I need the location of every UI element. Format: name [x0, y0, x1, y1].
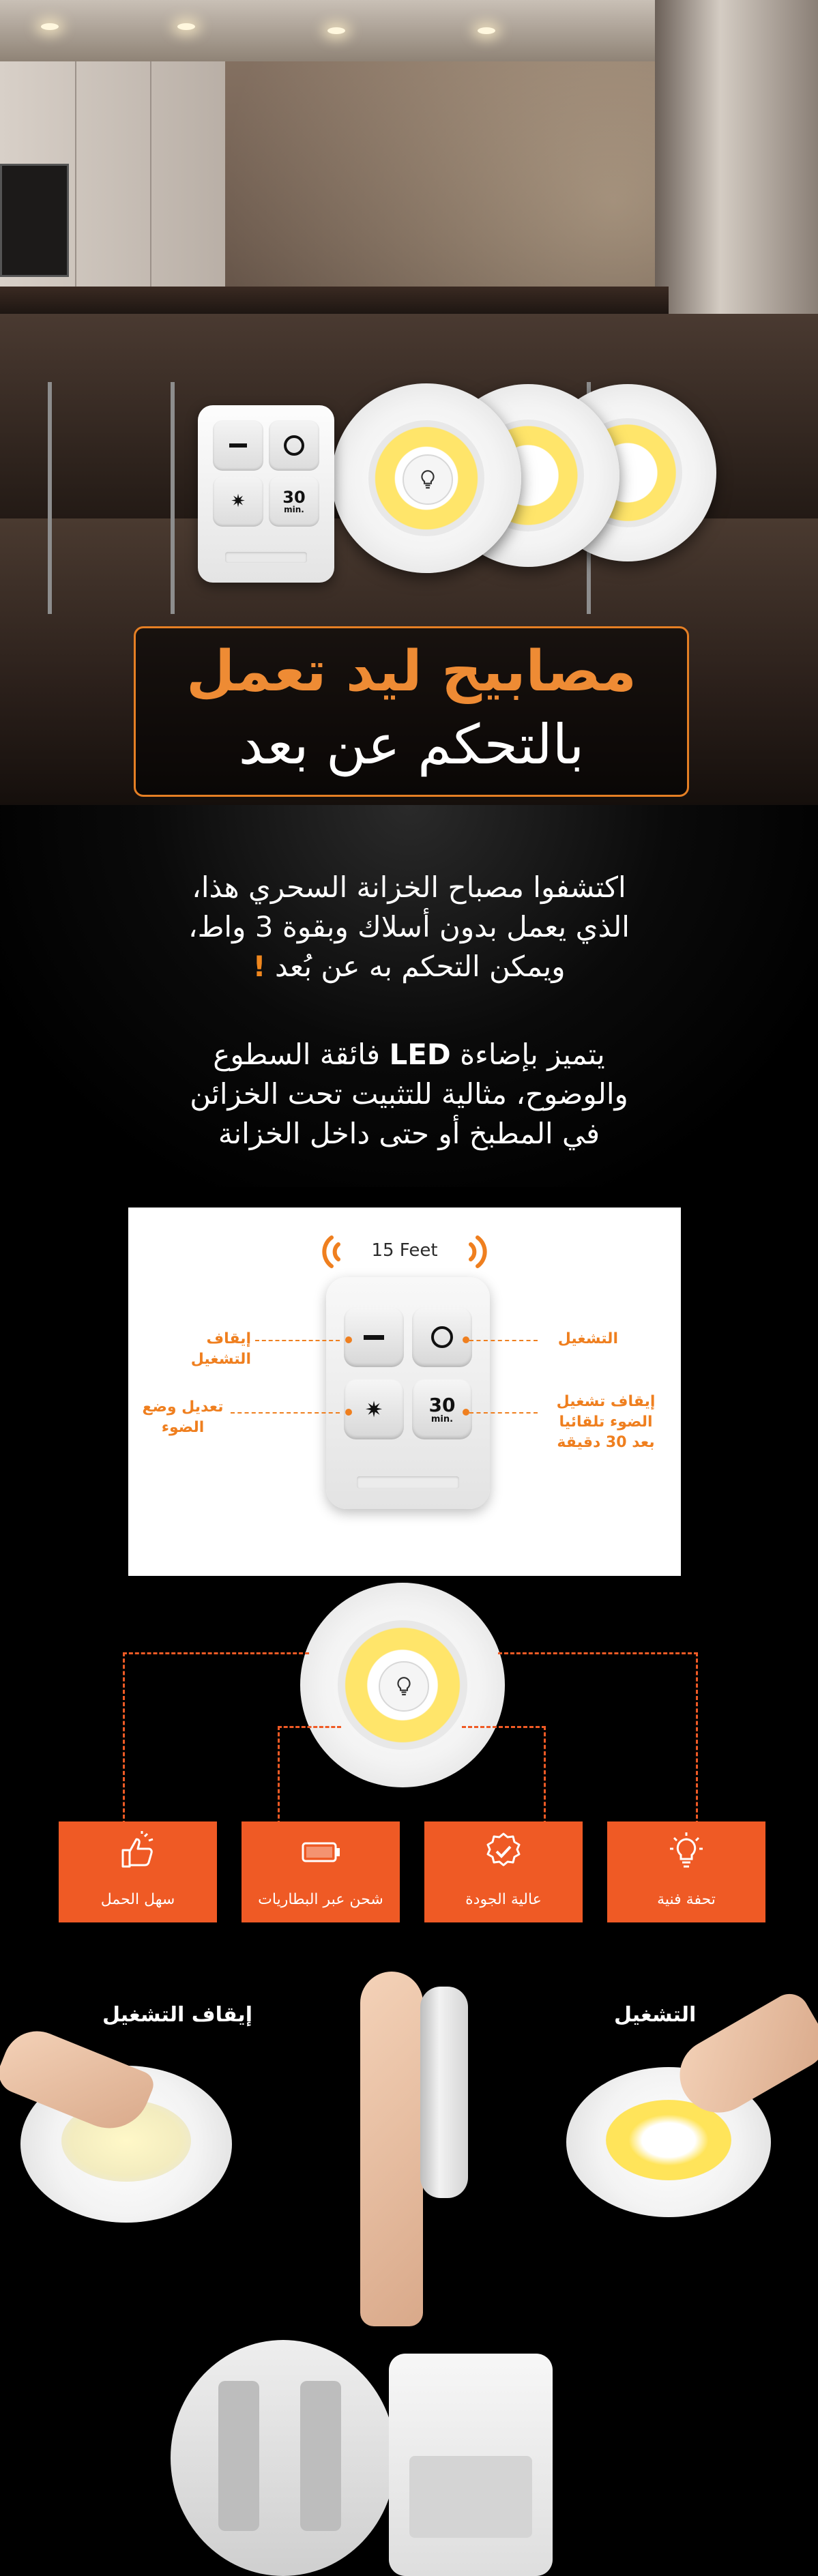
hero-section — [0, 0, 818, 805]
leader-dot — [345, 1409, 352, 1416]
light-bulb-icon — [666, 1831, 707, 1872]
remote-grip — [357, 1476, 459, 1489]
intro-line-text: يتميز بإضاءة — [460, 1038, 605, 1071]
bar-stool — [171, 382, 175, 614]
exclamation-mark: ! — [252, 950, 266, 983]
remote-diagram-card — [128, 1208, 681, 1576]
leader-dot — [345, 1336, 352, 1343]
label-timer-line: إيقاف تشغيل — [556, 1393, 656, 1410]
off-button — [213, 420, 263, 471]
usage-section — [0, 1944, 818, 2576]
label-on: التشغيل — [557, 1330, 618, 1347]
on-button — [269, 420, 319, 471]
ceiling-light — [177, 23, 195, 30]
signal-waves-icon — [467, 1228, 508, 1276]
connector-line — [278, 1726, 341, 1825]
intro-line — [0, 1035, 818, 1074]
ceiling-light — [478, 27, 495, 34]
label-mode — [142, 1397, 224, 1438]
timer-button: 30 min. — [412, 1379, 472, 1439]
label-mode-line: الضوء — [161, 1419, 205, 1436]
label-timer — [544, 1392, 667, 1453]
hero-title-banner — [134, 626, 689, 797]
leader-dot — [463, 1409, 469, 1416]
intro-line-text: ويمكن التحكم به عن بُعد — [275, 950, 566, 983]
feature-battery — [242, 1821, 400, 1922]
led-puck-light — [332, 383, 521, 573]
caption-on: التشغيل — [614, 2003, 697, 2027]
remote-back-battery — [389, 2354, 553, 2576]
intro-line: الذي يعمل بدون أسلاك وبقوة 3 واط، — [188, 910, 630, 943]
intro-paragraph-2 — [0, 1035, 818, 1154]
intro-line: اكتشفوا مصباح الخزانة السحري هذا، — [192, 870, 626, 904]
label-mode-line: تعديل وضع — [142, 1399, 224, 1416]
range-label: 15 Feet — [371, 1240, 438, 1261]
feature-label: تحفة فنية — [657, 1891, 716, 1908]
intro-line — [0, 947, 818, 986]
hand-thumbs-up-icon — [117, 1831, 158, 1872]
hero-title-line1: مصابيح ليد تعمل — [186, 639, 637, 704]
feature-label: عالية الجودة — [465, 1891, 542, 1908]
remote-control — [198, 405, 334, 583]
bar-stool — [48, 382, 52, 614]
feature-portable — [59, 1821, 217, 1922]
remote-slot — [225, 552, 307, 563]
hero-title-line2: بالتحكم عن بعد — [238, 713, 585, 776]
kitchen-counter — [0, 287, 669, 314]
feature-design — [607, 1821, 765, 1922]
caption-off: إيقاف التشغيل — [102, 2003, 252, 2027]
ceiling-light — [41, 23, 59, 30]
intro-line: والوضوح، مثالية للتثبيت تحت الخزائن — [190, 1077, 628, 1111]
off-button — [344, 1307, 404, 1367]
hand-wave — [360, 1972, 423, 2326]
label-timer-line: الضوء تلقائيا — [559, 1414, 653, 1431]
label-timer-line: بعد 30 دقيقة — [557, 1434, 655, 1451]
battery-icon — [300, 1831, 341, 1872]
leader-dot — [463, 1336, 469, 1343]
leader-line — [231, 1412, 340, 1414]
feature-label: شحن عبر البطاريات — [258, 1891, 383, 1908]
leader-line — [255, 1340, 340, 1341]
led-highlight: LED — [389, 1038, 451, 1071]
feature-label: سهل الحمل — [100, 1891, 175, 1908]
feature-quality — [424, 1821, 583, 1922]
mode-button: ✷ — [213, 476, 263, 527]
signal-waves-icon — [302, 1228, 342, 1276]
led-puck-side — [420, 1987, 468, 2198]
leader-line — [469, 1412, 538, 1414]
kitchen-oven — [0, 164, 69, 277]
intro-paragraph-1 — [0, 868, 818, 986]
light-bulb-icon — [379, 1661, 429, 1712]
light-bulb-icon — [403, 454, 453, 505]
intro-line: في المطبخ أو حتى داخل الخزانة — [218, 1117, 600, 1150]
label-off: إيقاف التشغيل — [190, 1330, 251, 1368]
quality-badge-icon — [483, 1831, 524, 1872]
intro-section — [0, 805, 818, 1187]
intro-line-text: فائقة السطوع — [213, 1038, 381, 1071]
features-section — [0, 1576, 818, 1944]
leader-line — [469, 1340, 538, 1341]
remote-control-large — [326, 1277, 490, 1509]
mode-button: ✷ — [344, 1379, 404, 1439]
ceiling-light — [327, 27, 345, 34]
puck-back-battery — [171, 2340, 396, 2576]
connector-line — [498, 1652, 698, 1825]
timer-button: 30 min. — [269, 476, 319, 527]
